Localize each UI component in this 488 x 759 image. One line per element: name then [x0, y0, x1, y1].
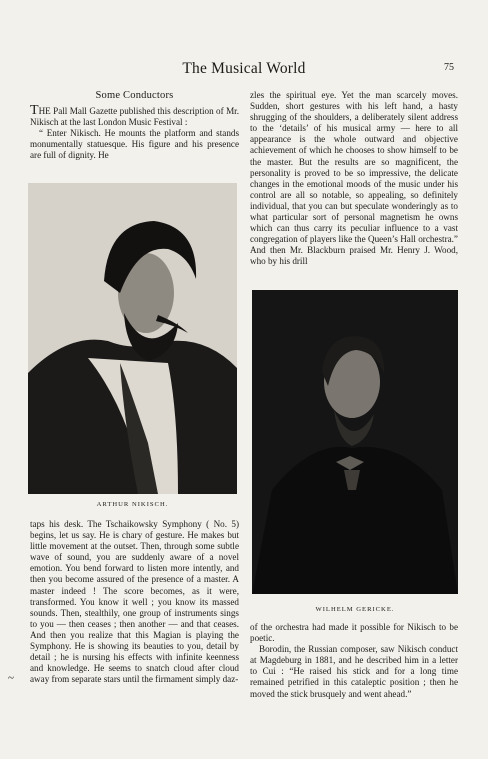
paragraph-poetic: of the orchestra had made it possible for Nikisch to be poetic.: [250, 622, 458, 644]
gericke-photo-image: [252, 290, 458, 594]
column-1-top: [30, 90, 239, 162]
column-2-top: [250, 90, 458, 268]
page-number: 75: [444, 62, 454, 73]
margin-pencil-mark: ~: [8, 672, 14, 684]
paragraph-borodin: Borodin, the Russian composer, saw Nikisch conduct at Magdeburg in 1881, and he described him in a letter to Cui : “He raised his stick and for a long time remained petrified in this cataleptic position ; then he moved the stick brusquely and went ahead.”: [250, 644, 458, 699]
gericke-caption: WILHELM GERICKE.: [315, 606, 395, 613]
drop-cap: T: [30, 103, 39, 119]
paragraph-enter-nikisch: “ Enter Nikisch. He mounts the platform and stands monumentally statuesque. His figure and his presence are full of dignity. He: [30, 128, 239, 161]
nikisch-photo-image: [28, 183, 237, 494]
column-1-bottom: [30, 519, 239, 685]
paragraph-spiritual-eye: zles the spiritual eye. Yet the man scarcely moves. Sudden, short gestures with his left hand, a hasty shrugging of the shoulders, a deliberately silent address to the ‘details’ of his musical army — here to all appearance is the whole outward and objective achievement of which he chooses to show himself to be the master. But the results are so magnificent, the personality is proved to be so impressive, the delicate changes in the emotional moods of the music under his control are all so notable, so appealing, so definitely individual, that you can but speculate wonderingly as to what particular sort of personal magnetism he owns which can thus carry its peculiar influence to a vast congregation of players like the Queen’s Hall orchestra.” And then Mr. Blackburn praised Mr. Henry J. Wood, who by his drill: [250, 90, 458, 267]
intro-text: HE Pall Mall Gazette published this description of Mr. Nikisch at the last London Music Festival :: [30, 106, 239, 128]
article-heading: Some Conductors: [95, 90, 174, 101]
column-2-bottom: [250, 622, 458, 700]
wilhelm-gericke-portrait: [252, 290, 458, 594]
nikisch-caption: ARTHUR NIKISCH.: [96, 501, 169, 508]
arthur-nikisch-portrait: [28, 183, 237, 494]
paragraph-tschaikowsky: taps his desk. The Tschaikowsky Symphony ( No. 5) begins, let us say. He is chary of gesture. He makes but little movement at the outset. Then, through some subtle wave of sound, you are suddenly aware of a novel emotion. You bend forward to listen more intently, and then you become assured of the presence of a master. A master indeed ! The score becomes, as it were, transformed. You know it well ; you know its massed sounds. Then, stealthily, one group of instruments sings to you — then ceases ; then another — and that ceases. And then you realize that this Magian is playing the Symphony. He is showing its beauties to you, detail by detail ; he is nursing his effects with infinite keenness and knowledge. He seems to snatch cloud after cloud away from separate stars until the firmament simply daz-: [30, 519, 239, 685]
running-title: The Musical World: [182, 60, 306, 77]
paragraph-intro: [30, 103, 239, 128]
